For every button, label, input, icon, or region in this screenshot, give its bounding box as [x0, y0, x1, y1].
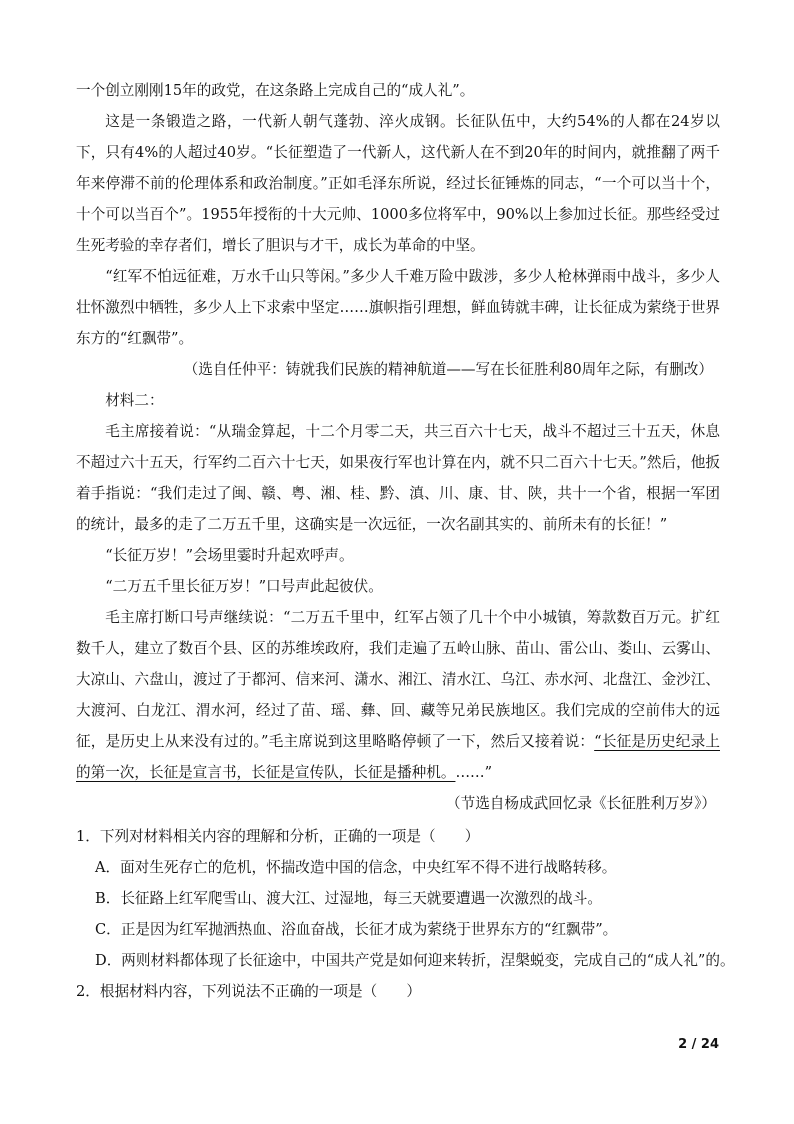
material-two-heading: 材料二： [105, 392, 164, 409]
paragraph-red-ribbon: “红军不怕远征难，万水千山只等闲。”多少人千难万险中跋涉，多少人枪林弹雨中战斗，多少人壮怀激烈中牺牲，多少人上下求索中坚定……旗帜指引理想，鲜血铸就丰碑，让长征成为萦绕于世界东方的“红飘带”。 [76, 268, 720, 347]
question-1-option-d[interactable]: D．两则材料都体现了长征途中，中国共产党是如何迎来转折，涅槃蜕变，完成自己的“成人礼”的。 [95, 952, 735, 969]
source-citation-2: （节选自杨成武回忆录《长征胜利万岁》） [446, 795, 716, 812]
source-citation-1: （选自任仲平：铸就我们民族的精神航道——写在长征胜利80周年之际，有删改） [183, 361, 713, 378]
page-number: 2 / 24 [678, 1037, 719, 1052]
question-1-stem: 1．下列对材料相关内容的理解和分析，正确的一项是（ ） [76, 828, 480, 845]
paragraph-mao-speech-1: 毛主席接着说：“从瑞金算起，十二个月零二天，共三百六十七天，战斗不超过三十五天，休息不超过六十五天，行军约二百六十七天，如果夜行军也计算在内，就不只二百六十七天。”然后，他扳着手指说：“我们走过了闽、赣、粤、湘、桂、黔、滇、川、康、甘、陕，共十一个省，根据一军团的统计，最多的走了二万五千里，这确实是一次远征，一次名副其实的、前所未有的长征！” [76, 423, 720, 533]
paragraph-mao-speech-2 [76, 602, 720, 788]
speech-text: 毛主席打断口号声继续说：“二万五千里中，红军占领了几十个中小城镇，筹款数百万元。扩红数千人，建立了数百个县、区的苏维埃政府，我们走遍了五岭山脉、苗山、雷公山、娄山、云雾山、大凉山、六盘山，渡过了于都河、信来河、潇水、湘江、清水江、乌江、赤水河、北盘江、金沙江、大渡河、白龙江、渭水河，经过了苗、瑶、彝、回、藏等兄弟民族地区。我们完成的空前伟大的远征，是历史上从来没有过的。”毛主席说到这里略略停顿了一下，然后又接着说： [76, 609, 720, 750]
underlined-quote: “长征是历史纪录上的第一次，长征是宣言书，长征是宣传队，长征是播种机。 [76, 733, 720, 781]
question-1-option-c[interactable]: C．正是因为红军抛洒热血、浴血奋战，长征才成为萦绕于世界东方的“红飘带”。 [95, 921, 618, 938]
question-2-stem: 2．根据材料内容，下列说法不正确的一项是（ ） [76, 983, 421, 1000]
question-1-option-a[interactable]: A．面对生死存亡的危机，怀揣改造中国的信念，中央红军不得不进行战略转移。 [95, 859, 617, 876]
paragraph-forging-road: 这是一条锻造之路，一代新人朝气蓬勃、淬火成钢。长征队伍中，大约54%的人都在24岁以下，只有4%的人超过40岁。“长征塑造了一代新人，这代新人在不到20年的时间内，就推翻了两千年来停滞不前的伦理体系和政治制度。”正如毛泽东所说，经过长征锤炼的同志，“一个可以当十个，十个可以当百个”。1955年授衔的十大元帅、1000多位将军中，90%以上参加过长征。那些经受过生死考验的幸存者们，增长了胆识与才干，成长为革命的中坚。 [76, 113, 720, 254]
paragraph-slogans: “二万五千里长征万岁！”口号声此起彼伏。 [105, 578, 383, 595]
speech-ellipsis: ……” [455, 764, 493, 781]
paragraph-cheers: “长征万岁！”会场里霎时升起欢呼声。 [105, 547, 354, 564]
question-1-option-b[interactable]: B．长征路上红军爬雪山、渡大江、过湿地，每三天就要遭遇一次激烈的战斗。 [95, 890, 602, 907]
paragraph-intro-tail: 一个创立刚刚15年的政党，在这条路上完成自己的“成人礼”。 [76, 82, 475, 99]
